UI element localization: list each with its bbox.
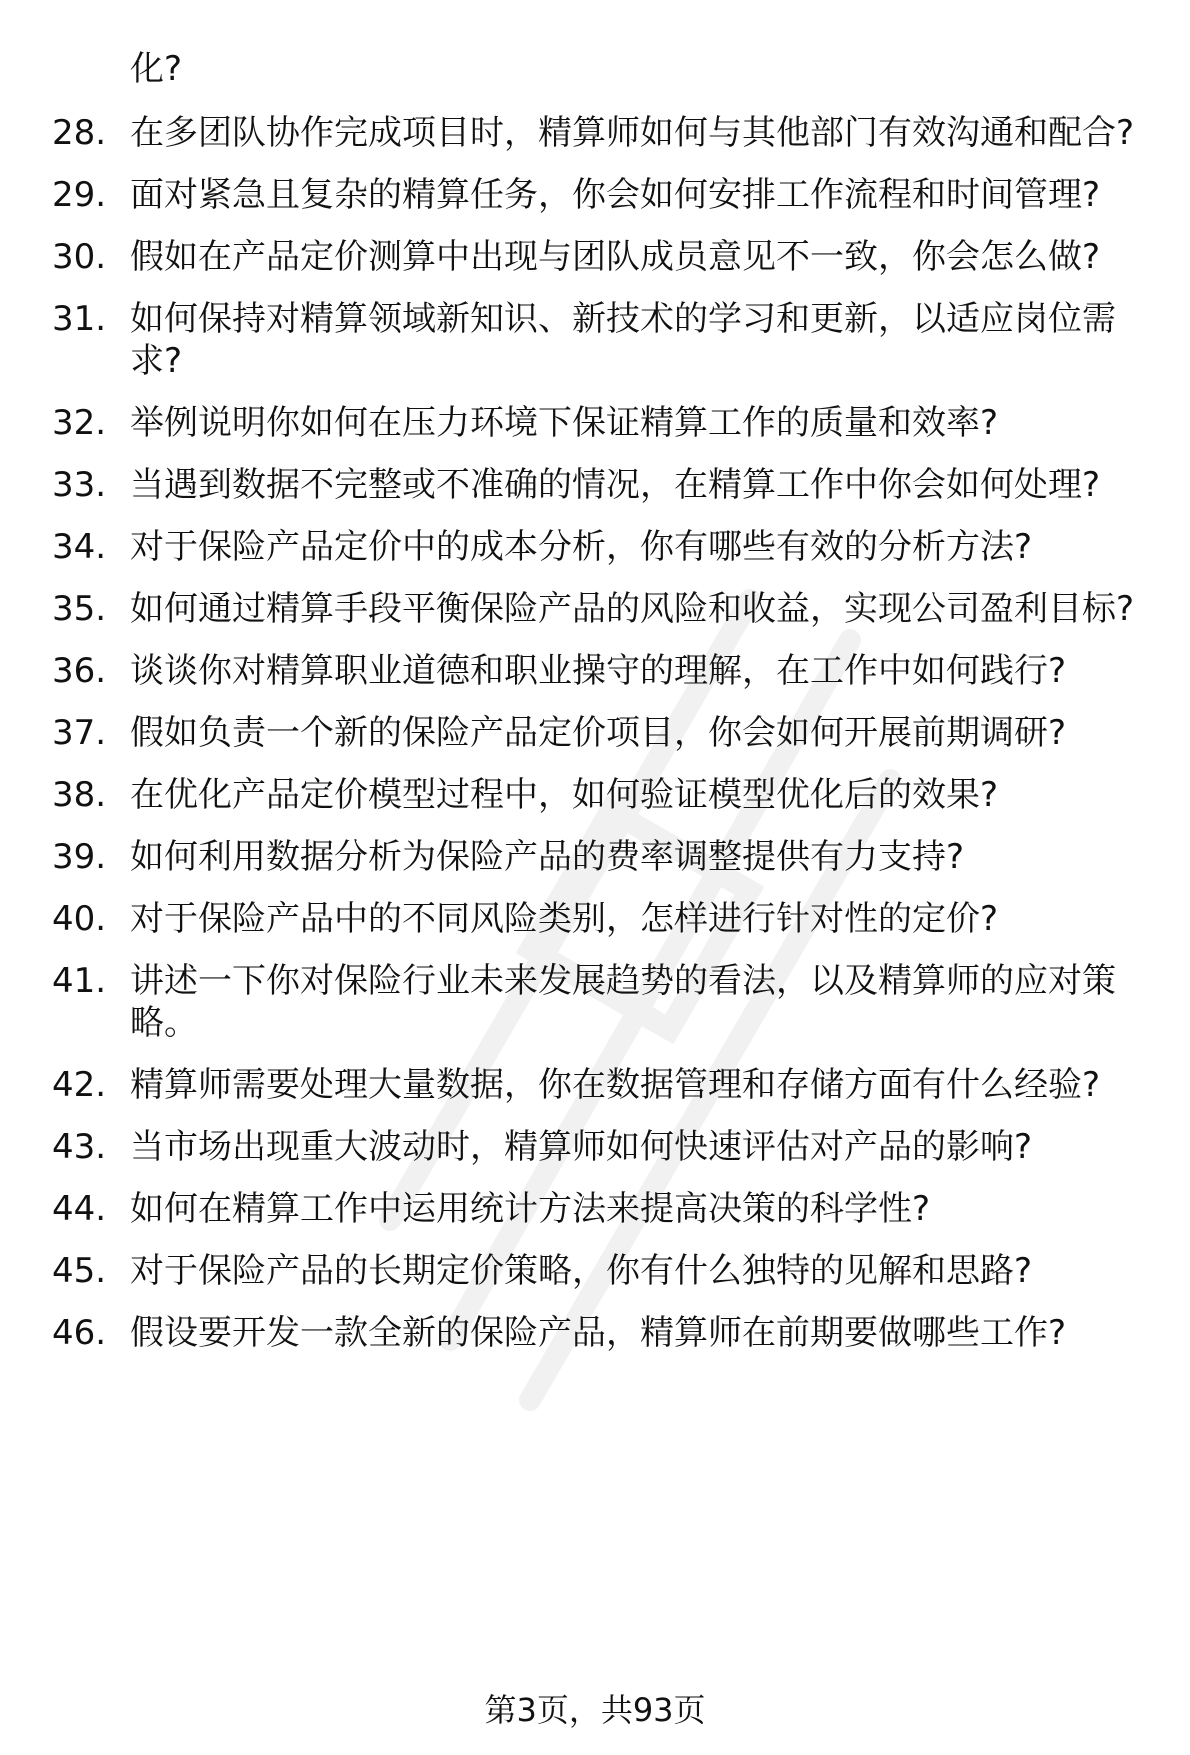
question-item <box>52 836 1162 878</box>
question-number: 44. <box>52 1189 107 1229</box>
question-item <box>52 712 1162 754</box>
question-text: 假如在产品定价测算中出现与团队成员意见不一致，你会怎么做? <box>130 237 1101 277</box>
question-text: 在优化产品定价模型过程中，如何验证模型优化后的效果? <box>130 775 999 815</box>
question-item <box>52 298 1162 382</box>
question-number: 45. <box>52 1251 107 1291</box>
question-number: 37. <box>52 713 107 753</box>
question-item <box>52 1188 1162 1230</box>
question-number: 46. <box>52 1313 107 1353</box>
question-item <box>52 1064 1162 1106</box>
question-item <box>52 774 1162 816</box>
question-text: 在多团队协作完成项目时，精算师如何与其他部门有效沟通和配合? <box>130 113 1135 153</box>
question-number: 33. <box>52 465 107 505</box>
question-number: 32. <box>52 403 107 443</box>
continued-question-text: 化? <box>130 49 183 89</box>
question-item <box>52 526 1162 568</box>
question-item <box>52 236 1162 278</box>
question-text: 如何保持对精算领域新知识、新技术的学习和更新，以适应岗位需求? <box>130 299 1116 381</box>
question-text: 假如负责一个新的保险产品定价项目，你会如何开展前期调研? <box>130 713 1067 753</box>
question-text: 对于保险产品中的不同风险类别，怎样进行针对性的定价? <box>130 899 999 939</box>
question-text: 精算师需要处理大量数据，你在数据管理和存储方面有什么经验? <box>130 1065 1101 1105</box>
question-number: 38. <box>52 775 107 815</box>
question-text: 如何在精算工作中运用统计方法来提高决策的科学性? <box>130 1189 931 1229</box>
question-text: 当遇到数据不完整或不准确的情况，在精算工作中你会如何处理? <box>130 465 1101 505</box>
question-text: 假设要开发一款全新的保险产品，精算师在前期要做哪些工作? <box>130 1313 1067 1353</box>
question-text: 对于保险产品的长期定价策略，你有什么独特的见解和思路? <box>130 1251 1033 1291</box>
question-number: 39. <box>52 837 107 877</box>
question-item <box>52 1312 1162 1354</box>
question-number: 34. <box>52 527 107 567</box>
question-number: 35. <box>52 589 107 629</box>
question-text: 谈谈你对精算职业道德和职业操守的理解，在工作中如何践行? <box>130 651 1067 691</box>
question-text: 面对紧急且复杂的精算任务，你会如何安排工作流程和时间管理? <box>130 175 1101 215</box>
question-item <box>52 174 1162 216</box>
question-number: 29. <box>52 175 107 215</box>
question-item <box>52 960 1162 1044</box>
question-text: 当市场出现重大波动时，精算师如何快速评估对产品的影响? <box>130 1127 1033 1167</box>
question-number: 28. <box>52 113 107 153</box>
question-item <box>52 402 1162 444</box>
question-item <box>52 650 1162 692</box>
question-number: 43. <box>52 1127 107 1167</box>
question-item <box>52 588 1162 630</box>
question-text: 如何通过精算手段平衡保险产品的风险和收益，实现公司盈利目标? <box>130 589 1135 629</box>
question-item <box>52 1126 1162 1168</box>
question-number: 40. <box>52 899 107 939</box>
question-item <box>52 464 1162 506</box>
question-number: 42. <box>52 1065 107 1105</box>
question-text: 对于保险产品定价中的成本分析，你有哪些有效的分析方法? <box>130 527 1033 567</box>
question-number: 30. <box>52 237 107 277</box>
question-item <box>52 1250 1162 1292</box>
question-text: 如何利用数据分析为保险产品的费率调整提供有力支持? <box>130 837 965 877</box>
question-item <box>52 898 1162 940</box>
question-text: 举例说明你如何在压力环境下保证精算工作的质量和效率? <box>130 403 999 443</box>
question-number: 36. <box>52 651 107 691</box>
page-indicator: 第3页，共93页 <box>484 1691 706 1729</box>
question-list <box>52 112 1162 1374</box>
question-number: 41. <box>52 961 107 1001</box>
question-number: 31. <box>52 299 107 339</box>
question-text: 讲述一下你对保险行业未来发展趋势的看法，以及精算师的应对策略。 <box>130 961 1116 1043</box>
question-item <box>52 112 1162 154</box>
